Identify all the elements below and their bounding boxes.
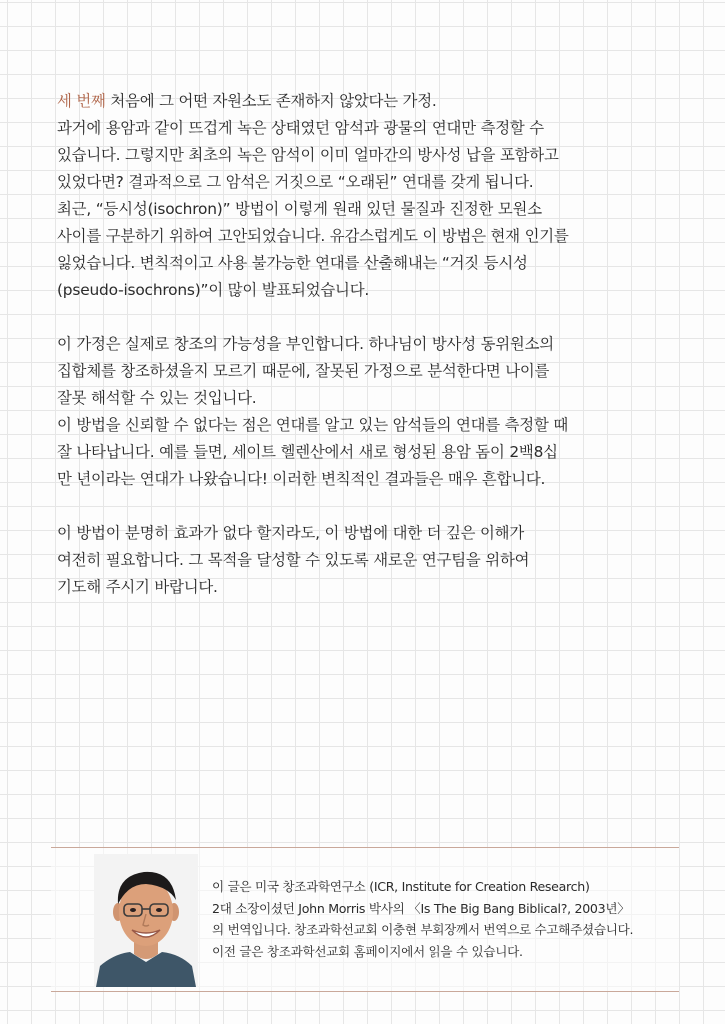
article-line: 있었다면? 결과적으로 그 암석은 거짓으로 “오래된” 연대를 갖게 됩니다. [57, 173, 534, 191]
article-line: 잃었습니다. 변칙적이고 사용 불가능한 연대를 산출해내는 “거짓 등시성 [57, 254, 528, 272]
article-line: 이 가정은 실제로 창조의 가능성을 부인합니다. 하나님이 방사성 동위원소의 [57, 335, 554, 353]
translator-note [212, 876, 633, 962]
article-line: 집합체를 창조하셨을지 모르기 때문에, 잘못된 가정으로 분석한다면 나이를 [57, 362, 550, 380]
article-line: 만 년이라는 연대가 나왔습니다! 이러한 변칙적인 결과들은 매우 흔합니다. [57, 470, 546, 488]
note-line: 이전 글은 창조과학선교회 홈페이지에서 읽을 수 있습니다. [212, 943, 523, 959]
article-line: 잘못 해석할 수 있는 것입니다. [57, 389, 257, 407]
note-line: 2대 소장이셨던 John Morris 박사의 〈Is The Big Bang Biblical?, 2003년〉 [212, 900, 630, 916]
portrait-illustration [94, 854, 198, 987]
article-body [57, 88, 697, 601]
note-line: 의 번역입니다. 창조과학선교회 이충현 부회장께서 번역으로 수고해주셨습니다. [212, 922, 634, 937]
article-line: (pseudo-isochrons)”이 많이 발표되었습니다. [57, 281, 370, 299]
author-photo [94, 854, 198, 987]
article-line: 기도해 주시기 바랍니다. [57, 578, 218, 596]
article-line: 있습니다. 그렇지만 최초의 녹은 암석이 이미 얼마간의 방사성 납을 포함하고 [57, 146, 559, 164]
article-line: 이 방법을 신뢰할 수 없다는 점은 연대를 알고 있는 암석들의 연대를 측정할 때 [57, 416, 568, 434]
lead-text: 처음에 그 어떤 자원소도 존재하지 않았다는 가정. [105, 92, 437, 110]
article-line: 이 방법이 분명히 효과가 없다 할지라도, 이 방법에 대한 더 깊은 이해가 [57, 524, 524, 542]
article-line: 잘 나타납니다. 예를 들면, 세이트 헬렌산에서 새로 형성된 용암 돔이 2백8십 [57, 443, 558, 461]
paragraph-spacer [57, 304, 697, 331]
article-line: 사이를 구분하기 위하여 고안되었습니다. 유감스럽게도 이 방법은 현재 인기를 [57, 227, 569, 245]
article-line [57, 88, 697, 115]
paragraph-spacer [57, 493, 697, 520]
article-line: 과거에 용암과 같이 뜨겁게 녹은 상태였던 암석과 광물의 연대만 측정할 수 [57, 119, 544, 137]
translator-note-box [51, 847, 679, 992]
article-line: 여전히 필요합니다. 그 목적을 달성할 수 있도록 새로운 연구팀을 위하여 [57, 551, 530, 569]
lead-label: 세 번째 [57, 92, 106, 110]
note-line: 이 글은 미국 창조과학연구소 (ICR, Institute for Creation Research) [212, 879, 590, 894]
article-line: 최근, “등시성(isochron)” 방법이 이렇게 원래 있던 물질과 진정한 모원소 [57, 200, 542, 218]
